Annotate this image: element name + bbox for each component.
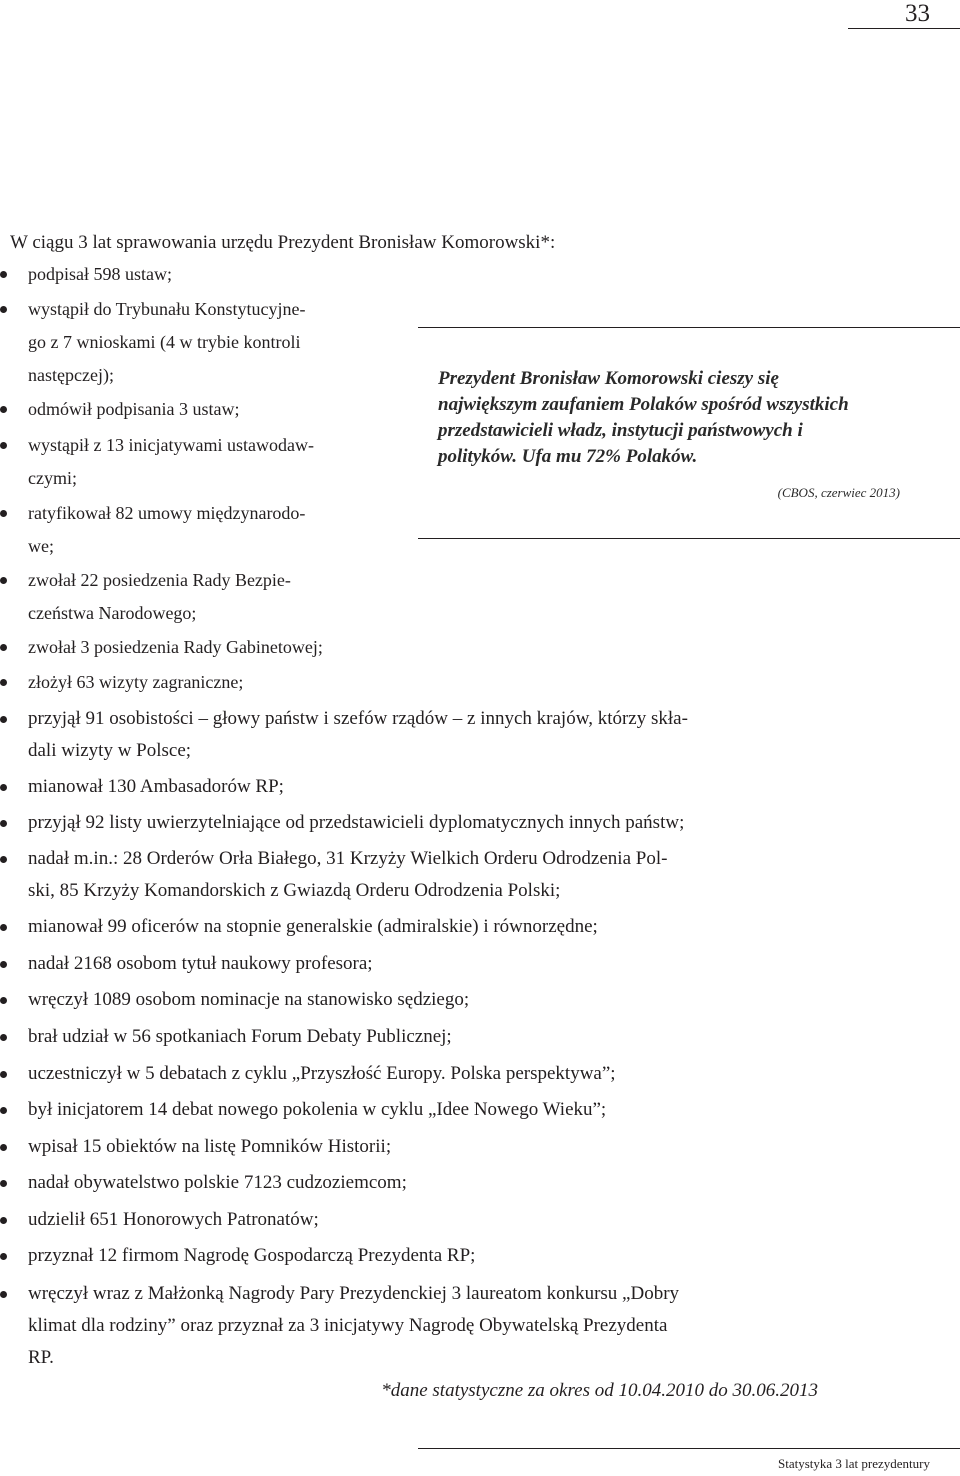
list-item: wpisał 15 obiektów na listę Pomników Historii; [0,1131,391,1163]
bullet-icon [0,924,7,931]
bullet-icon [0,406,7,413]
bullet-icon [0,1034,7,1041]
list-item: zwołał 22 posiedzenia Rady Bezpie- czeństwa Narodowego; [0,564,291,630]
bullet-icon [0,1071,7,1078]
bullet-icon [0,1180,7,1187]
bullet-icon [0,1144,7,1151]
bullet-icon [0,856,7,863]
bullet-icon [0,716,7,723]
bullet-icon [0,510,7,517]
list-item: wręczył wraz z Małżonką Nagrody Pary Prezydenckiej 3 laureatom konkursu „Dobry klimat dla rodziny” oraz przyznał za 3 inicjatywy Nagrodę Obywatelską Prezydenta RP. [0,1278,679,1374]
bullet-icon [0,1217,7,1224]
bullet-icon [0,271,7,278]
intro-text: W ciągu 3 lat sprawowania urzędu Prezydent Bronisław Komorowski*: [10,232,556,253]
list-item: udzielił 651 Honorowych Patronatów; [0,1204,319,1236]
bullet-icon [0,1291,7,1298]
bullet-icon [0,961,7,968]
quote-source: (CBOS, czerwiec 2013) [777,485,900,500]
bullet-icon [0,577,7,584]
list-item: nadał m.in.: 28 Orderów Orła Białego, 31 Krzyży Wielkich Orderu Odrodzenia Pol- ski, 85 Krzyży Komandorskich z Gwiazdą Orderu Odrodzenia Polski; [0,843,667,907]
list-item: był inicjatorem 14 debat nowego pokolenia w cyklu „Idee Nowego Wieku”; [0,1094,606,1126]
list-item: zwołał 3 posiedzenia Rady Gabinetowej; [0,631,323,664]
list-item: przyznał 12 firmom Nagrodę Gospodarczą Prezydenta RP; [0,1240,475,1272]
list-item: brał udział w 56 spotkaniach Forum Debaty Publicznej; [0,1021,452,1053]
page-number: 33 [905,0,930,27]
list-item: przyjął 92 listy uwierzytelniające od przedstawicieli dyplomatycznych innych państw; [0,807,684,839]
list-item: przyjął 91 osobistości – głowy państw i szefów rządów – z innych krajów, którzy skła- dali wizyty w Polsce; [0,703,688,767]
list-item: złożył 63 wizyty zagraniczne; [0,666,243,699]
list-item: wystąpił do Trybunału Konstytucyjne- go z 7 wnioskami (4 w trybie kontroli następczej); [0,293,306,392]
bullet-icon [0,997,7,1004]
quote-text: Prezydent Bronisław Komorowski cieszy się największym zaufaniem Polaków spośród wszystkich przedstawicieli władz, instytucji państwowych i polityków. Ufa mu 72% Polaków. [438,368,849,467]
list-item: nadał obywatelstwo polskie 7123 cudzoziemcom; [0,1167,407,1199]
bullet-icon [0,306,7,313]
running-footer: Statystyka 3 lat prezydentury [778,1456,930,1471]
list-item: mianował 130 Ambasadorów RP; [0,771,284,803]
list-item: mianował 99 oficerów na stopnie generalskie (admiralskie) i równorzędne; [0,911,598,943]
quote-box [418,327,960,539]
page-number-rule [848,28,960,29]
bullet-icon [0,442,7,449]
bullet-icon [0,644,7,651]
list-item: odmówił podpisania 3 ustaw; [0,393,239,426]
list-item: nadał 2168 osobom tytuł naukowy profesora; [0,948,373,980]
list-item: uczestniczył w 5 debatach z cyklu „Przyszłość Europy. Polska perspektywa”; [0,1058,616,1090]
footer-rule [418,1448,960,1449]
bullet-icon [0,1107,7,1114]
list-item: ratyfikował 82 umowy międzynarodo- we; [0,497,305,563]
bullet-icon [0,679,7,686]
bullet-icon [0,820,7,827]
list-item: podpisał 598 ustaw; [0,258,172,291]
list-item: wystąpił z 13 inicjatywami ustawodaw- czymi; [0,429,314,495]
list-item: wręczył 1089 osobom nominacje na stanowisko sędziego; [0,984,469,1016]
bullet-icon [0,784,7,791]
footnote: *dane statystyczne za okres od 10.04.2010 do 30.06.2013 [381,1380,818,1401]
bullet-icon [0,1253,7,1260]
